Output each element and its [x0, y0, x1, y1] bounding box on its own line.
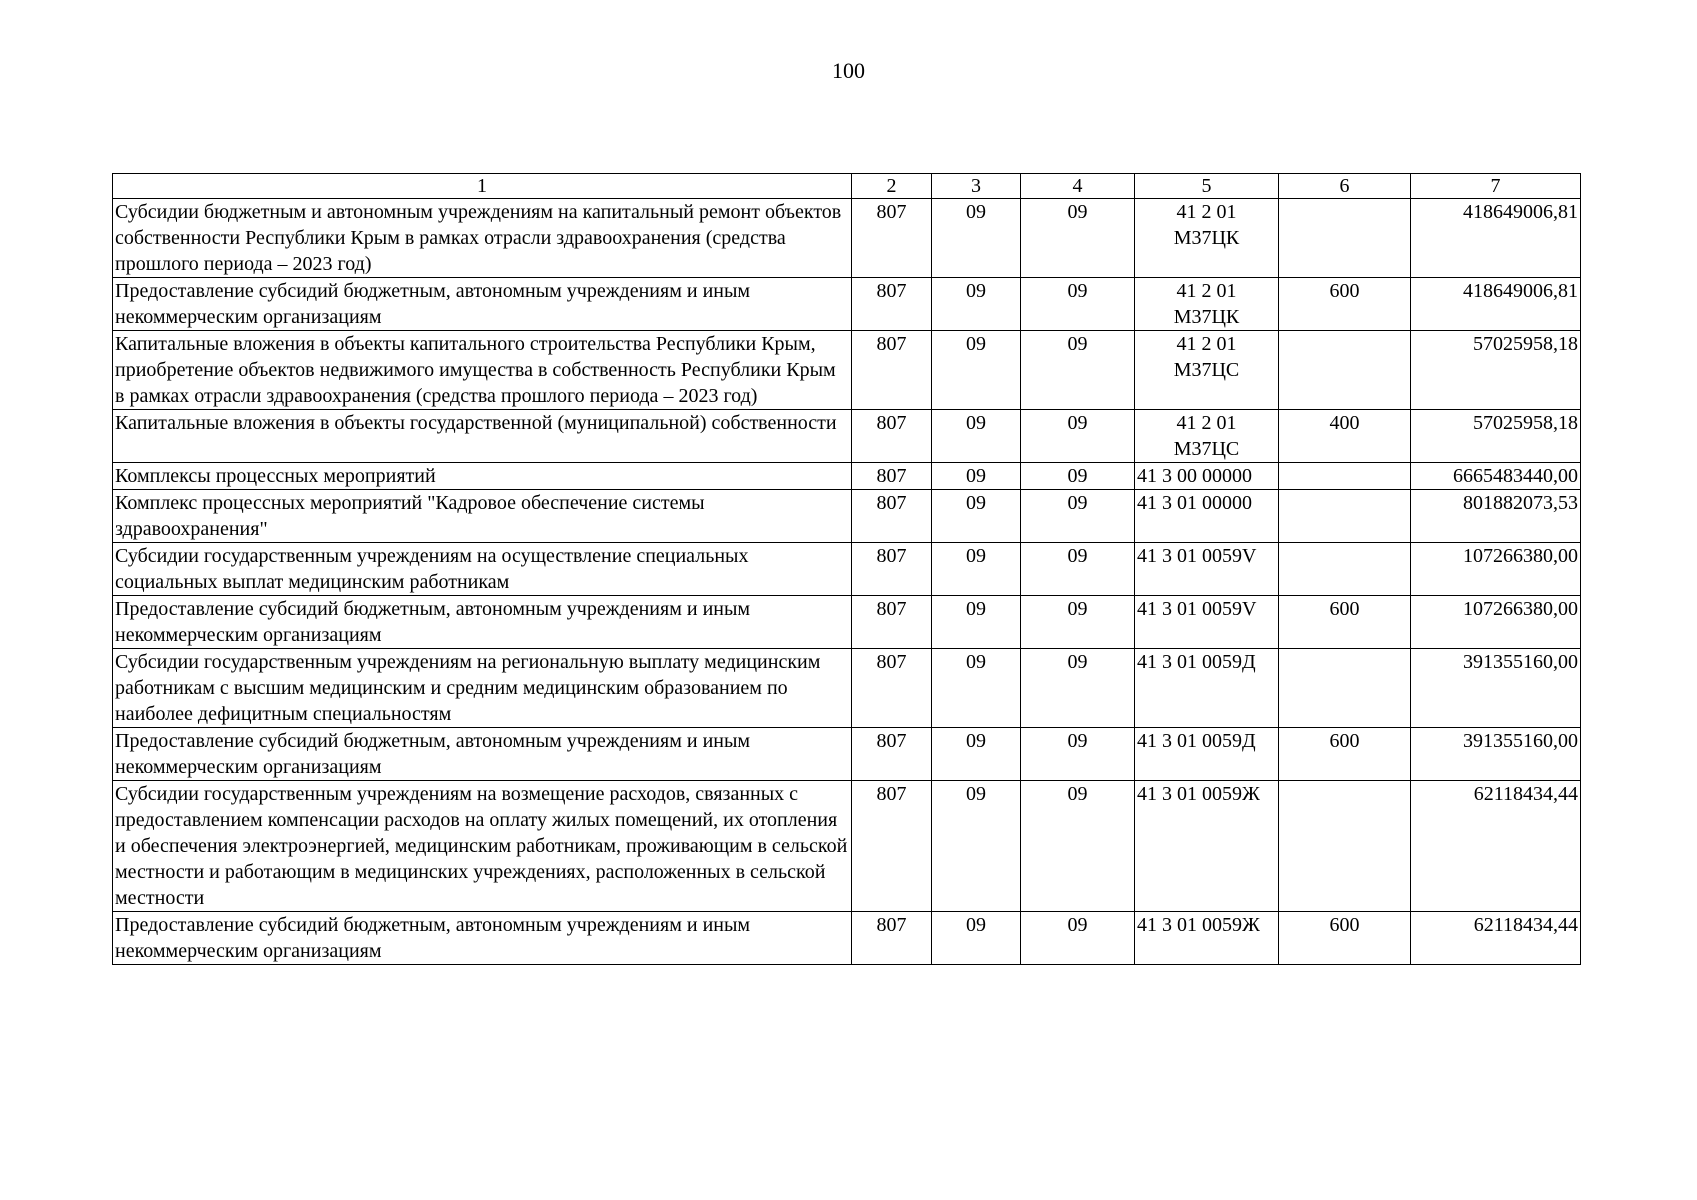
row-subsection: 09: [1021, 781, 1135, 912]
table-row: [113, 649, 1581, 728]
row-subsection: 09: [1021, 463, 1135, 490]
row-subsection: 09: [1021, 596, 1135, 649]
row-expense-type: [1279, 781, 1411, 912]
row-name: Предоставление субсидий бюджетным, автономным учреждениям и иным некоммерческим организациям: [113, 596, 852, 649]
header-col-5: 5: [1135, 174, 1279, 199]
row-expense-type: [1279, 649, 1411, 728]
row-ministry-code: 807: [852, 781, 932, 912]
row-name: Субсидии бюджетным и автономным учреждениям на капитальный ремонт объектов собственности Республики Крым в рамках отрасли здравоохранения (средства прошлого периода – 2023 год): [113, 199, 852, 278]
row-expense-type: [1279, 490, 1411, 543]
row-name: Предоставление субсидий бюджетным, автономным учреждениям и иным некоммерческим организациям: [113, 912, 852, 965]
row-name: Капитальные вложения в объекты капитального строительства Республики Крым, приобретение объектов недвижимого имущества в собственность Республики Крым в рамках отрасли здравоохранения (средства прошлого периода – 2023 год): [113, 331, 852, 410]
header-row: [113, 174, 1581, 199]
row-section: 09: [932, 490, 1021, 543]
row-amount: 418649006,81: [1411, 278, 1581, 331]
row-target-code: 41 3 01 00000: [1135, 490, 1279, 543]
row-target-code: 41 3 01 0059Д: [1135, 728, 1279, 781]
row-section: 09: [932, 331, 1021, 410]
row-amount: 107266380,00: [1411, 543, 1581, 596]
row-expense-type: 600: [1279, 278, 1411, 331]
row-amount: 57025958,18: [1411, 331, 1581, 410]
budget-table: [112, 173, 1581, 965]
row-ministry-code: 807: [852, 410, 932, 463]
row-ministry-code: 807: [852, 543, 932, 596]
row-amount: 6665483440,00: [1411, 463, 1581, 490]
row-target-code: 41 3 01 0059Ж: [1135, 912, 1279, 965]
row-amount: 62118434,44: [1411, 912, 1581, 965]
target-code-line2: М37ЦС: [1173, 359, 1240, 381]
row-section: 09: [932, 543, 1021, 596]
row-section: 09: [932, 649, 1021, 728]
row-target-code: [1135, 278, 1279, 331]
row-amount: 62118434,44: [1411, 781, 1581, 912]
row-subsection: 09: [1021, 649, 1135, 728]
row-expense-type: [1279, 331, 1411, 410]
row-ministry-code: 807: [852, 463, 932, 490]
row-subsection: 09: [1021, 490, 1135, 543]
row-expense-type: [1279, 199, 1411, 278]
table-row: [113, 912, 1581, 965]
header-col-3: 3: [932, 174, 1021, 199]
row-target-code: 41 3 01 0059V: [1135, 596, 1279, 649]
row-subsection: 09: [1021, 331, 1135, 410]
row-expense-type: [1279, 543, 1411, 596]
row-ministry-code: 807: [852, 331, 932, 410]
row-amount: 391355160,00: [1411, 649, 1581, 728]
page-number: 100: [832, 58, 865, 83]
row-amount: 57025958,18: [1411, 410, 1581, 463]
row-target-code: 41 3 01 0059V: [1135, 543, 1279, 596]
table-header: [113, 174, 1581, 199]
row-section: 09: [932, 912, 1021, 965]
row-name: Комплекс процессных мероприятий "Кадровое обеспечение системы здравоохранения": [113, 490, 852, 543]
row-ministry-code: 807: [852, 728, 932, 781]
row-subsection: 09: [1021, 278, 1135, 331]
row-amount: 107266380,00: [1411, 596, 1581, 649]
header-col-4: 4: [1021, 174, 1135, 199]
row-expense-type: 600: [1279, 728, 1411, 781]
row-expense-type: [1279, 463, 1411, 490]
row-section: 09: [932, 728, 1021, 781]
row-ministry-code: 807: [852, 490, 932, 543]
row-name: Комплексы процессных мероприятий: [113, 463, 852, 490]
row-amount: 418649006,81: [1411, 199, 1581, 278]
row-section: 09: [932, 199, 1021, 278]
row-target-code: 41 3 00 00000: [1135, 463, 1279, 490]
table-row: [113, 410, 1581, 463]
target-code-line1: 41 2 01: [1176, 412, 1237, 434]
target-code-line2: М37ЦК: [1173, 306, 1240, 328]
row-ministry-code: 807: [852, 596, 932, 649]
row-target-code: 41 3 01 0059Д: [1135, 649, 1279, 728]
row-name: Субсидии государственным учреждениям на осуществление специальных социальных выплат медицинским работникам: [113, 543, 852, 596]
row-ministry-code: 807: [852, 278, 932, 331]
row-ministry-code: 807: [852, 912, 932, 965]
row-subsection: 09: [1021, 728, 1135, 781]
row-ministry-code: 807: [852, 199, 932, 278]
row-name: Предоставление субсидий бюджетным, автономным учреждениям и иным некоммерческим организациям: [113, 278, 852, 331]
row-target-code: [1135, 410, 1279, 463]
row-subsection: 09: [1021, 199, 1135, 278]
row-name: Капитальные вложения в объекты государственной (муниципальной) собственности: [113, 410, 852, 463]
table-row: [113, 490, 1581, 543]
row-name: Предоставление субсидий бюджетным, автономным учреждениям и иным некоммерческим организациям: [113, 728, 852, 781]
header-col-7: 7: [1411, 174, 1581, 199]
target-code-line2: М37ЦК: [1173, 227, 1240, 249]
header-col-6: 6: [1279, 174, 1411, 199]
table-row: [113, 463, 1581, 490]
table-row: [113, 278, 1581, 331]
header-col-1: 1: [113, 174, 852, 199]
row-target-code: [1135, 199, 1279, 278]
row-section: 09: [932, 410, 1021, 463]
target-code-line1: 41 2 01: [1176, 201, 1237, 223]
target-code-line1: 41 2 01: [1176, 280, 1237, 302]
table-row: [113, 728, 1581, 781]
row-subsection: 09: [1021, 543, 1135, 596]
row-ministry-code: 807: [852, 649, 932, 728]
row-amount: 801882073,53: [1411, 490, 1581, 543]
table-row: [113, 331, 1581, 410]
table-row: [113, 596, 1581, 649]
row-section: 09: [932, 596, 1021, 649]
target-code-line1: 41 2 01: [1176, 333, 1237, 355]
row-target-code: [1135, 331, 1279, 410]
table-row: [113, 781, 1581, 912]
header-col-2: 2: [852, 174, 932, 199]
row-subsection: 09: [1021, 912, 1135, 965]
row-target-code: 41 3 01 0059Ж: [1135, 781, 1279, 912]
row-section: 09: [932, 278, 1021, 331]
row-section: 09: [932, 463, 1021, 490]
row-name: Субсидии государственным учреждениям на возмещение расходов, связанных с предоставлением компенсации расходов на оплату жилых помещений, их отопления и обеспечения электроэнергией, медицинским работникам, проживающим в сельской местности и работающим в медицинских учреждениях, расположенных в сельской местности: [113, 781, 852, 912]
table-row: [113, 543, 1581, 596]
row-expense-type: 600: [1279, 596, 1411, 649]
table-row: [113, 199, 1581, 278]
row-section: 09: [932, 781, 1021, 912]
row-amount: 391355160,00: [1411, 728, 1581, 781]
row-expense-type: 400: [1279, 410, 1411, 463]
row-expense-type: 600: [1279, 912, 1411, 965]
row-name: Субсидии государственным учреждениям на региональную выплату медицинским работникам с высшим медицинским и средним медицинским образованием по наиболее дефицитным специальностям: [113, 649, 852, 728]
table-body: [113, 199, 1581, 965]
target-code-line2: М37ЦС: [1173, 438, 1240, 460]
row-subsection: 09: [1021, 410, 1135, 463]
